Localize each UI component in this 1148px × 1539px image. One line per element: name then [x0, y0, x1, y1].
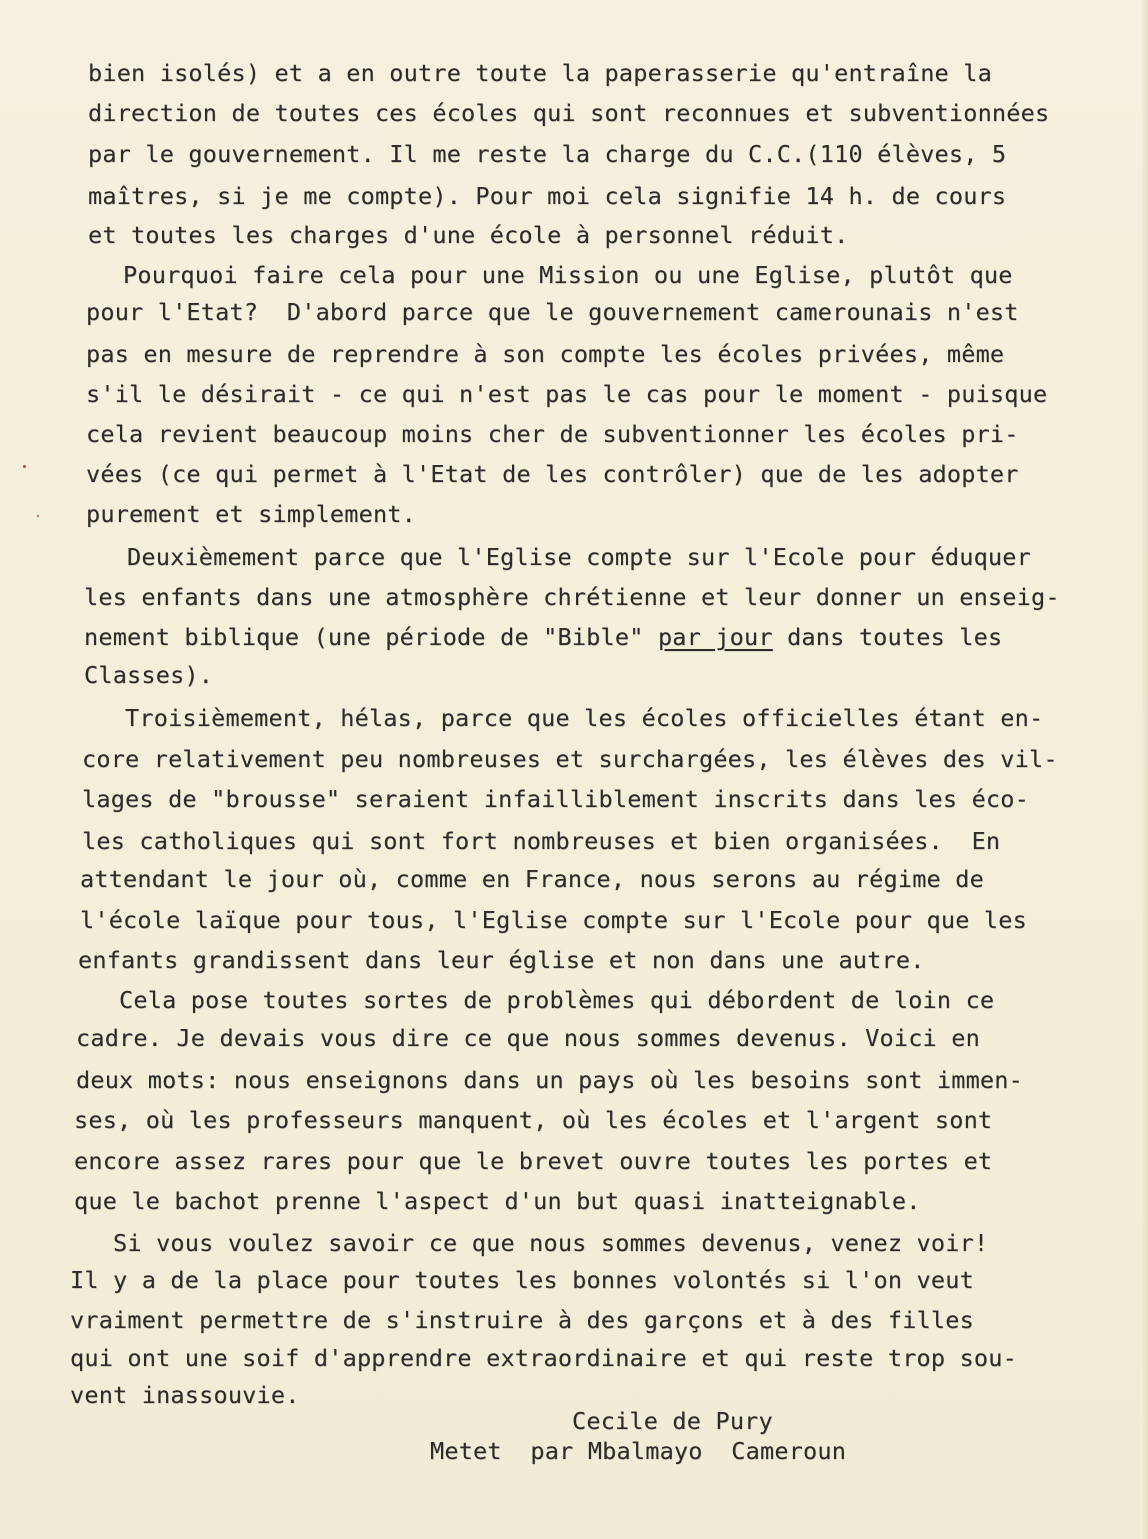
- text-line: ses, où les professeurs manquent, où les écoles et l'argent sont: [74, 1106, 993, 1134]
- text-line: pas en mesure de reprendre à son compte les écoles privées, même: [86, 340, 1005, 368]
- text-line: que le bachot prenne l'aspect d'un but quasi inatteignable.: [74, 1187, 921, 1215]
- text-line: purement et simplement.: [86, 500, 417, 528]
- text-segment: nement biblique (une période de "Bible": [84, 623, 658, 651]
- text-line: cadre. Je devais vous dire ce que nous sommes devenus. Voici en: [76, 1024, 980, 1052]
- text-line: pour l'Etat? D'abord parce que le gouvernement camerounais n'est: [86, 298, 1019, 326]
- text-line: Il y a de la place pour toutes les bonnes volontés si l'on veut: [70, 1266, 974, 1294]
- text-line: bien isolés) et a en outre toute la paperasserie qu'entraîne la: [88, 59, 992, 87]
- text-line: par le gouvernement. Il me reste la charge du C.C.(110 élèves, 5: [88, 140, 1007, 168]
- page-edge-shadow: [1142, 0, 1148, 1539]
- text-line: les catholiques qui sont fort nombreuses et bien organisées. En: [82, 827, 1001, 855]
- text-line: Cela pose toutes sortes de problèmes qui débordent de loin ce: [76, 986, 995, 1014]
- text-line: attendant le jour où, comme en France, nous serons au régime de: [80, 865, 984, 893]
- text-line: vraiment permettre de s'instruire à des garçons et à des filles: [70, 1306, 974, 1334]
- text-line-with-underline: [84, 622, 1002, 652]
- text-line: Pourquoi faire cela pour une Mission ou une Eglise, plutôt que: [80, 261, 1013, 289]
- text-line: qui ont une soif d'apprendre extraordinaire et qui reste trop sou-: [70, 1344, 1017, 1372]
- text-line: Deuxièmement parce que l'Eglise compte sur l'Ecole pour éduquer: [84, 543, 1031, 571]
- text-line: enfants grandissent dans leur église et non dans une autre.: [78, 946, 925, 974]
- text-line: vées (ce qui permet à l'Etat de les contrôler) que de les adopter: [86, 460, 1019, 488]
- text-line: cela revient beaucoup moins cher de subventionner les écoles pri-: [86, 420, 1019, 448]
- text-line: les enfants dans une atmosphère chrétienne et leur donner un enseig-: [84, 583, 1060, 611]
- text-line: maîtres, si je me compte). Pour moi cela signifie 14 h. de cours: [88, 182, 1007, 210]
- text-segment: dans toutes les: [772, 623, 1003, 651]
- text-line: direction de toutes ces écoles qui sont reconnues et subventionnées: [88, 99, 1050, 127]
- signature-address: Metet par Mbalmayo Cameroun: [430, 1437, 847, 1465]
- text-line: core relativement peu nombreuses et surchargées, les élèves des vil-: [82, 745, 1058, 773]
- text-line: lages de "brousse" seraient infailliblement inscrits dans les éco-: [82, 785, 1029, 813]
- text-line: Classes).: [84, 661, 214, 689]
- text-line: vent inassouvie.: [70, 1381, 300, 1409]
- text-line: et toutes les charges d'une école à personnel réduit.: [88, 221, 849, 249]
- ink-speck: [37, 515, 39, 517]
- underlined-emphasis: par jour: [657, 623, 773, 651]
- text-line: l'école laïque pour tous, l'Eglise compte sur l'Ecole pour que les: [80, 906, 1027, 934]
- text-line: encore assez rares pour que le brevet ouvre toutes les portes et: [74, 1147, 993, 1175]
- text-line: deux mots: nous enseignons dans un pays où les besoins sont immen-: [76, 1066, 1023, 1094]
- ink-speck: [23, 465, 26, 468]
- text-line: Si vous voulez savoir ce que nous sommes devenus, venez voir!: [70, 1229, 989, 1257]
- signature-name: Cecile de Pury: [572, 1407, 773, 1435]
- text-line: s'il le désirait - ce qui n'est pas le cas pour le moment - puisque: [86, 380, 1048, 408]
- text-line: Troisièmement, hélas, parce que les écoles officielles étant en-: [82, 704, 1044, 732]
